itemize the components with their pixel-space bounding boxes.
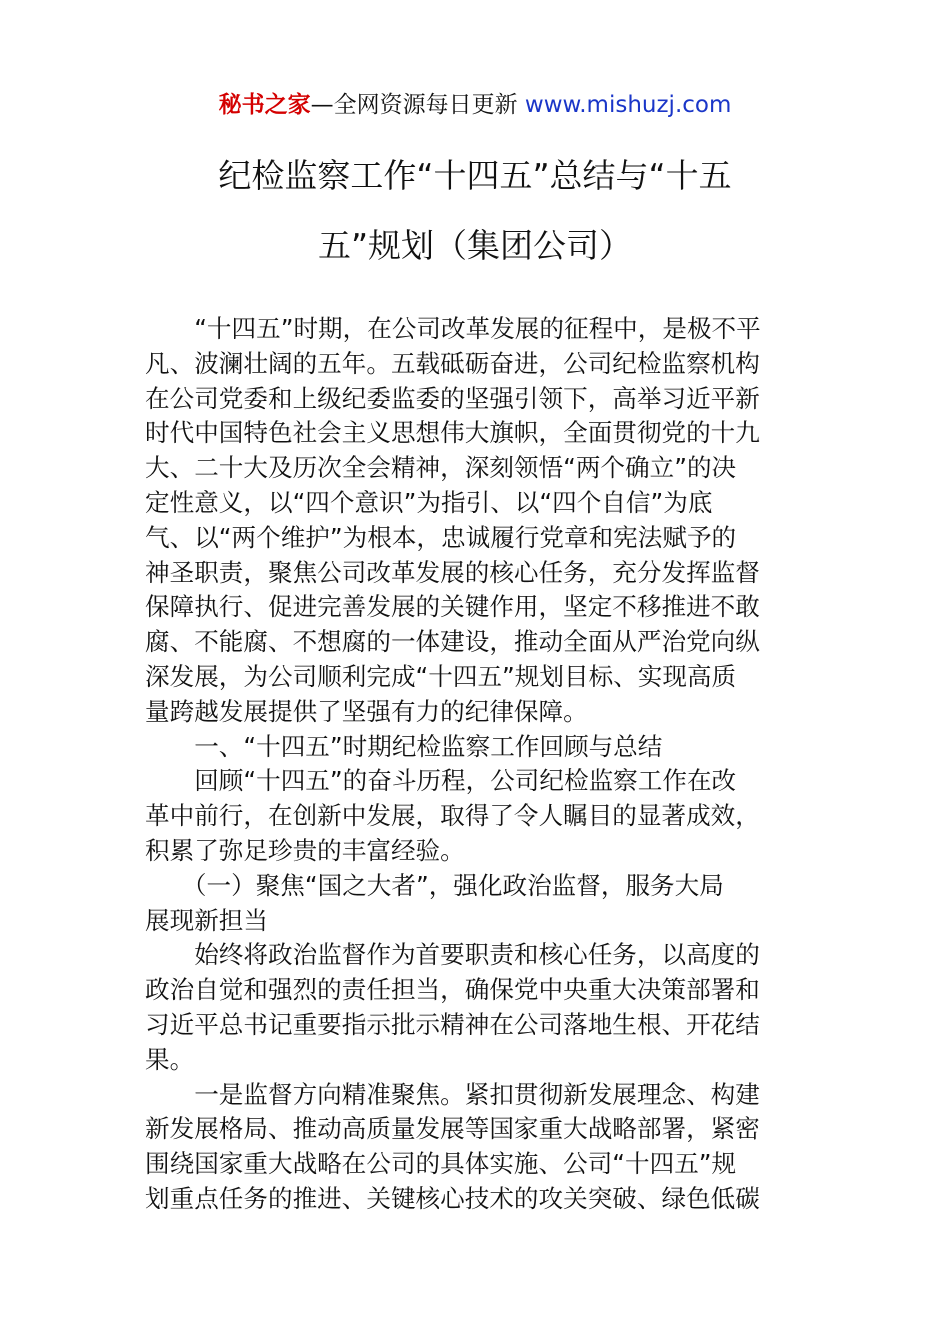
text-line: 保障执行、促进完善发展的关键作用，坚定不移推进不敢 (145, 592, 760, 622)
text-line: 新发展格局、推动高质量发展等国家重大战略部署，紧密 (145, 1114, 760, 1144)
subsection-heading-1: （一）聚焦“国之大者”，强化政治监督，服务大局 (145, 870, 724, 900)
text-line: 量跨越发展提供了坚强有力的纪律保障。 (145, 696, 588, 726)
text-line: 深发展，为公司顺利完成“十四五”规划目标、实现高质 (145, 661, 737, 691)
header-dash: — (310, 92, 334, 118)
text-line: 定性意义，以“四个意识”为指引、以“四个自信”为底 (145, 487, 713, 517)
text-line: 凡、波澜壮阔的五年。五载砥砺奋进，公司纪检监察机构 (145, 348, 760, 378)
text-line: 在公司党委和上级纪委监委的坚强引领下，高举习近平新 (145, 383, 760, 413)
text-line: “十四五”时期，在公司改革发展的征程中，是极不平 (145, 314, 761, 343)
text-line: 政治自觉和强烈的责任担当，确保党中央重大决策部署和 (145, 975, 760, 1005)
text-line: 气、以“两个维护”为根本，忠诚履行党章和宪法赋予的 (145, 522, 737, 552)
document-title-line-2: 五”规划（集团公司） (317, 226, 633, 265)
subsection-heading-1-cont: 展现新担当 (145, 905, 268, 935)
text-line: 大、二十大及历次全会精神，深刻领悟“两个确立”的决 (145, 453, 737, 483)
text-line: 果。 (145, 1044, 195, 1074)
text-line: 积累了弥足珍贵的丰富经验。 (145, 835, 465, 865)
text-line: 腐、不能腐、不想腐的一体建设，推动全面从严治党向纵 (145, 627, 760, 657)
section-heading-1: 一、“十四五”时期纪检监察工作回顾与总结 (145, 731, 663, 761)
site-header (0, 88, 950, 122)
document-title-line-1: 纪检监察工作“十四五”总结与“十五 (218, 156, 732, 195)
text-line: 时代中国特色社会主义思想伟大旗帜，全面贯彻党的十九 (145, 418, 760, 448)
site-brand: 秘书之家 (218, 92, 311, 118)
text-line: 划重点任务的推进、关键核心技术的攻关突破、绿色低碳 (145, 1183, 760, 1213)
text-line: 神圣职责，聚焦公司改革发展的核心任务，充分发挥监督 (145, 557, 760, 587)
text-line: 一是监督方向精准聚焦。紧扣贯彻新发展理念、构建 (145, 1079, 760, 1109)
text-line: 革中前行，在创新中发展，取得了令人瞩目的显著成效， (145, 801, 760, 831)
site-tagline: 全网资源每日更新 (333, 92, 518, 118)
paragraph-intro (145, 312, 805, 1217)
site-url-link[interactable]: www.mishuzj.com (524, 92, 732, 118)
text-line: 始终将政治监督作为首要职责和核心任务，以高度的 (145, 940, 760, 970)
text-line: 回顾“十四五”的奋斗历程，公司纪检监察工作在改 (145, 766, 737, 796)
text-line: 围绕国家重大战略在公司的具体实施、公司“十四五”规 (145, 1149, 737, 1179)
text-line: 习近平总书记重要指示批示精神在公司落地生根、开花结 (145, 1009, 760, 1039)
